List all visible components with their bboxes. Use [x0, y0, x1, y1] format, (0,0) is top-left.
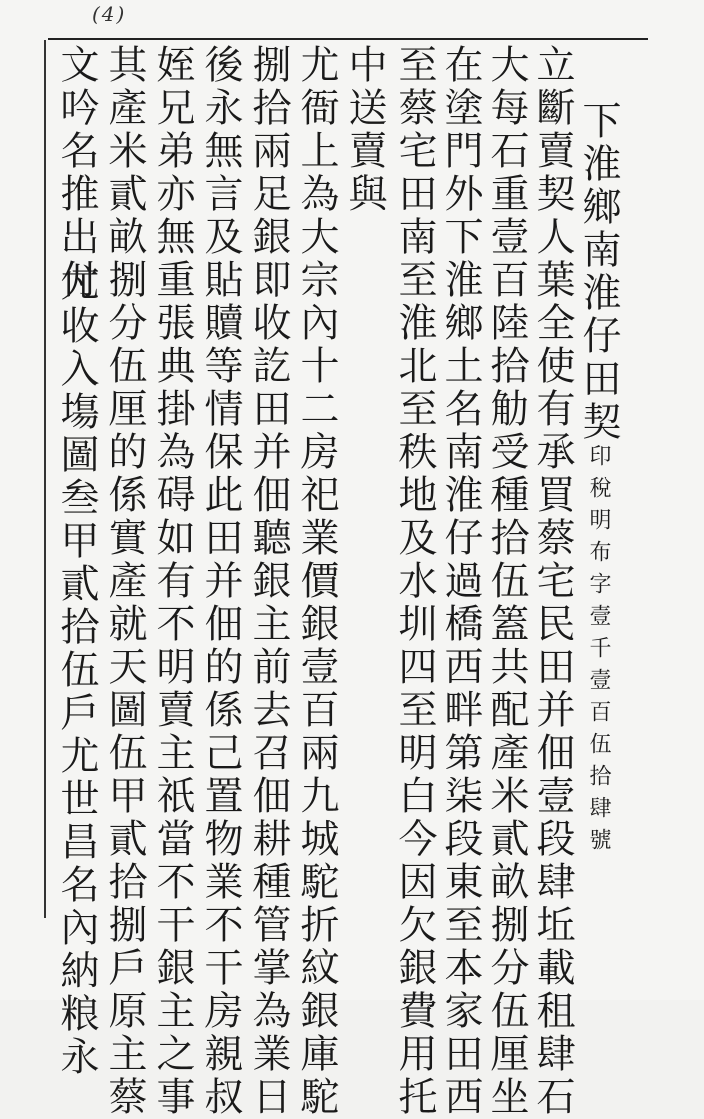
text-column-2: 立斷賣契人葉全使有承買蔡宅民田并佃壹段肆坵載租肆石: [530, 44, 575, 1119]
page-number: (4): [92, 2, 127, 26]
text-column-6: 中送賣與: [342, 44, 387, 216]
text-column-9: 後永無言及貼贖等情保此田并佃的係己置物業不干房親叔: [198, 44, 243, 1119]
text-column-3: 大每石重壹百陸拾觔受種拾伍篕共配產米貳畝捌分伍厘坐: [484, 44, 529, 1119]
left-border-line: [44, 40, 46, 918]
text-column-7: 尤衙上為大宗內十二房祀業價銀壹百兩九城駝折紋銀庫駝: [294, 44, 339, 1119]
text-column-4: 在塗門外下淮鄉土名南淮仔過橋西畔第柒段東至本家田西: [438, 44, 483, 1119]
top-border-line: [48, 38, 648, 40]
text-column-12b: 尤收入塲圖叁甲貳拾伍戶尤世昌名內納粮永: [54, 262, 99, 1079]
text-column-5: 至蔡宅田南至淮北至秩地及水圳四至明白今因欠銀費用托: [392, 44, 437, 1119]
text-column-8: 捌拾兩足銀即收訖田并佃聽銀主前去召佃耕種管掌為業日: [246, 44, 291, 1119]
text-column-1: [574, 100, 622, 860]
text-column-11: 其產米貳畝捌分伍厘的係實產就天圖伍甲貳拾捌戶原主蔡: [102, 44, 147, 1119]
text-column-10: 姪兄弟亦無重張典掛為碍如有不明賣主祇當不干銀主之事: [150, 44, 195, 1119]
tax-stamp-note: 印稅明布字壹千壹百伍拾肆號: [586, 444, 611, 860]
deed-title: 下淮鄉南淮仔田契: [576, 100, 621, 444]
text-column-12a: 文吟名推出付: [54, 44, 99, 302]
